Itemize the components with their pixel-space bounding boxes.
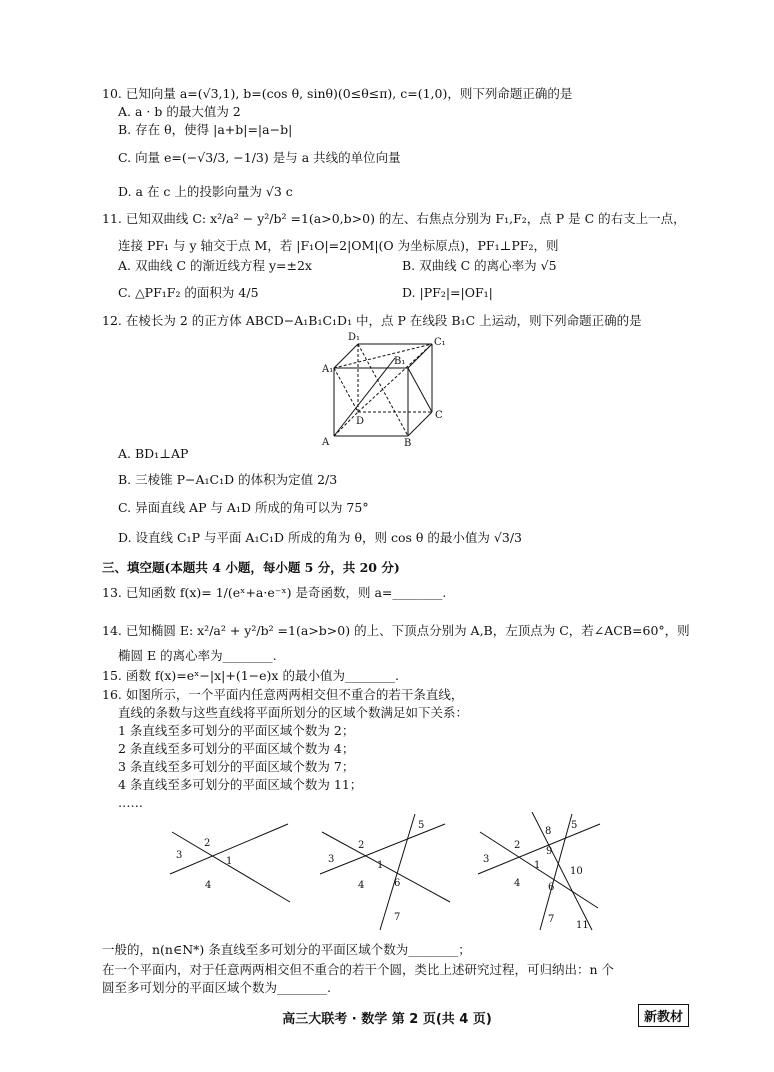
cube-label-a: A: [322, 437, 330, 448]
region-label: 2: [514, 840, 521, 851]
q16-question-2: 在一个平面内，对于任意两两相交但不重合的若干个圆，类比上述研究过程，可归纳出：n 个: [102, 962, 615, 977]
q15-stem: 15. 函数 f(x)=eˣ−|x|+(1−e)x 的最小值为________.: [102, 668, 399, 683]
q16-line-2: 2 条直线至多可划分的平面区域个数为 4；: [118, 741, 355, 756]
q12-option-a: A. BD₁⊥AP: [118, 446, 189, 461]
section-3-title: 三、填空题(本题共 4 小题，每小题 5 分，共 20 分): [102, 560, 400, 575]
region-label: 4: [205, 880, 212, 891]
q16-line-3: 3 条直线至多可划分的平面区域个数为 7；: [118, 759, 355, 774]
q11-stem-cont: 连接 PF₁ 与 y 轴交于点 M，若 |F₁O|=2|OM|(O 为坐标原点)，PF₁⊥PF₂，则: [118, 238, 559, 253]
region-label: 7: [548, 914, 555, 925]
region-label: 1: [377, 860, 384, 871]
lines-figures: [160, 812, 610, 944]
q11-option-d: D. |PF₂|=|OF₁|: [402, 285, 493, 300]
q16-stem: 16. 如图所示，一个平面内任意两两相交但不重合的若干条直线，: [102, 687, 464, 702]
cube-label-d1: D₁: [348, 332, 361, 343]
cube-label-b: B: [404, 438, 412, 449]
q12-option-d: D. 设直线 C₁P 与平面 A₁C₁D 所成的角为 θ，则 cos θ 的最小值为 √3/3: [118, 530, 522, 545]
region-label: 11: [576, 920, 589, 931]
cube-figure: [320, 328, 460, 454]
q14-stem-cont: 椭圆 E 的离心率为________.: [118, 648, 277, 663]
fig3-labels: [483, 820, 589, 931]
region-label: 5: [571, 820, 578, 831]
q16-stem-cont: 直线的条数与这些直线将平面所划分的区域个数满足如下关系：: [118, 705, 469, 720]
q12-stem: 12. 在棱长为 2 的正方体 ABCD−A₁B₁C₁D₁ 中，点 P 在线段 B₁C 上运动，则下列命题正确的是: [102, 313, 642, 328]
q12-option-b: B. 三棱锥 P−A₁C₁D 的体积为定值 2/3: [118, 472, 338, 487]
q16-line-1: 1 条直线至多可划分的平面区域个数为 2；: [118, 723, 355, 738]
region-label: 10: [570, 866, 583, 877]
q11-option-c: C. △PF₁F₂ 的面积为 4/5: [118, 285, 259, 300]
fig2-labels: [328, 820, 424, 923]
region-label: 4: [514, 878, 521, 889]
page-footer: 高三大联考 · 数学 第 2 页(共 4 页): [282, 1012, 492, 1027]
q11-option-b: B. 双曲线 C 的离心率为 √5: [402, 258, 557, 273]
region-label: 3: [328, 854, 335, 865]
q11-stem: 11. 已知双曲线 C: x²/a² − y²/b² =1(a>0,b>0) 的左、右焦点分别为 F₁,F₂，点 P 是 C 的右支上一点，: [102, 211, 686, 226]
region-label: 8: [545, 826, 552, 837]
region-label: 6: [394, 878, 401, 889]
region-label: 1: [534, 860, 541, 871]
q14-stem: 14. 已知椭圆 E: x²/a² + y²/b² =1(a>b>0) 的上、下顶点分别为 A,B，左顶点为 C，若∠ACB=60°，则: [102, 623, 690, 638]
q10-stem: 10. 已知向量 a=(√3,1), b=(cos θ, sinθ)(0≤θ≤π), c=(1,0)，则下列命题正确的是: [102, 86, 573, 101]
region-label: 2: [358, 840, 365, 851]
region-label: 1: [226, 856, 233, 867]
cube-label-d: D: [356, 416, 365, 427]
q16-question-1: 一般的，n(n∈N*) 条直线至多可划分的平面区域个数为________；: [102, 942, 471, 957]
region-label: 3: [483, 854, 490, 865]
q16-line-4: 4 条直线至多可划分的平面区域个数为 11；: [118, 777, 363, 792]
fig1-labels: [176, 838, 232, 891]
q16-question-2-cont: 圆至多可划分的平面区域个数为________.: [102, 980, 331, 995]
q11-option-a: A. 双曲线 C 的渐近线方程 y=±2x: [118, 258, 312, 273]
cube-label-a1: A₁: [322, 364, 334, 375]
cube-label-b1: B₁: [394, 356, 406, 367]
region-label: 3: [176, 850, 183, 861]
q12-option-c: C. 异面直线 AP 与 A₁D 所成的角可以为 75°: [118, 500, 369, 515]
cube-label-c1: C₁: [434, 337, 446, 348]
region-label: 2: [204, 838, 211, 849]
cube-label-c: C: [435, 410, 443, 421]
q13-stem: 13. 已知函数 f(x)= 1/(eˣ+a·e⁻ˣ) 是奇函数，则 a=________.: [102, 585, 447, 600]
q10-option-a: A. a · b 的最大值为 2: [118, 104, 241, 119]
region-label: 9: [546, 846, 553, 857]
q10-option-b: B. 存在 θ，使得 |a+b|=|a−b|: [118, 122, 293, 137]
edition-tag: 新教材: [638, 1004, 689, 1027]
region-label: 5: [418, 820, 425, 831]
q16-ellipsis: ……: [118, 795, 143, 810]
region-label: 4: [358, 880, 365, 891]
region-label: 7: [394, 912, 401, 923]
q10-option-c: C. 向量 e=(−√3/3, −1/3) 是与 a 共线的单位向量: [118, 150, 401, 165]
region-label: 6: [548, 882, 555, 893]
q10-option-d: D. a 在 c 上的投影向量为 √3 c: [118, 184, 293, 199]
